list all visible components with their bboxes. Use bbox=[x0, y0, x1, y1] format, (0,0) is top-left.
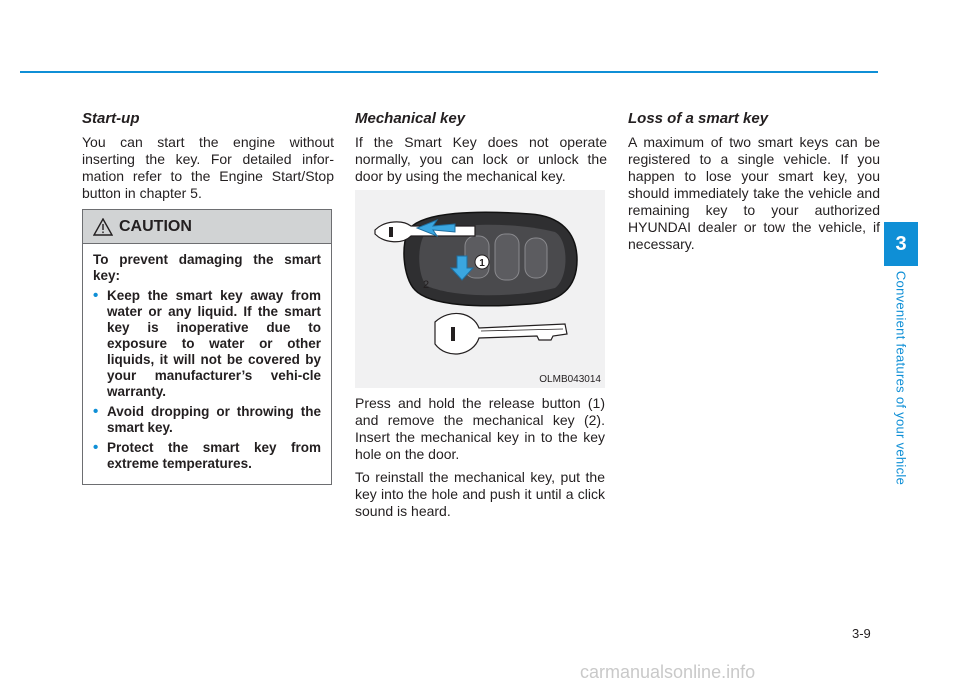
caution-item: • Protect the smart key from extreme temperatures. bbox=[93, 440, 321, 472]
callout-2: 2 bbox=[423, 279, 430, 291]
mechanical-key-title: Mechanical key bbox=[355, 110, 466, 127]
caution-list bbox=[93, 288, 321, 472]
warning-triangle-icon bbox=[93, 218, 113, 236]
startup-body: You can start the engine without inserting the key. For detailed infor-mation refer to the Engine Start/Stop button in chapter 5. bbox=[82, 134, 334, 201]
smart-key-illustration bbox=[355, 190, 605, 388]
mechanical-key-para-1: Press and hold the release button (1) and remove the mechanical key (2). Insert the mechanical key in to the key hole on the door. bbox=[355, 395, 605, 462]
header-rule bbox=[20, 71, 878, 73]
loss-title: Loss of a smart key bbox=[628, 110, 769, 127]
chapter-label: Convenient features of your vehicle bbox=[893, 270, 909, 486]
loss-body: A maximum of two smart keys can be registered to a single vehicle. If you happen to lose your smart key, you should immediately take the vehicle and remaining key to your authorized HYUNDAI dealer or tow the vehicle, if necessary. bbox=[628, 134, 880, 252]
watermark: carmanualsonline.info bbox=[580, 662, 756, 682]
mechanical-key-para-2: To reinstall the mechanical key, put the key into the hole and push it until a click sound is heard. bbox=[355, 469, 605, 519]
startup-title: Start-up bbox=[82, 110, 140, 127]
figure-code: OLMB043014 bbox=[539, 374, 601, 385]
startup-section bbox=[82, 110, 334, 208]
caution-header bbox=[83, 210, 331, 244]
loss-section bbox=[628, 110, 880, 259]
mechanical-key-intro: If the Smart Key does not operate normally, you can lock or unlock the door by using the mechanical key. bbox=[355, 134, 607, 184]
chapter-tab[interactable]: 3 bbox=[884, 222, 918, 266]
mechanical-key-figure bbox=[355, 190, 605, 388]
caution-title: CAUTION bbox=[119, 217, 192, 235]
caution-item: • Keep the smart key away from water or any liquid. If the smart key is inoperative due to exposure to water or other liquids, it will not be covered by your manufacturer’s vehi-cle warranty. bbox=[93, 288, 321, 400]
mechanical-key-section bbox=[355, 110, 607, 191]
caution-box bbox=[82, 209, 332, 485]
callout-1: 1 bbox=[479, 258, 485, 269]
page-number: 3-9 bbox=[852, 626, 871, 641]
caution-intro: To prevent damaging the smart key: bbox=[93, 252, 321, 283]
caution-body bbox=[83, 244, 331, 472]
caution-item: • Avoid dropping or throwing the smart key. bbox=[93, 404, 321, 436]
mechanical-key-instructions bbox=[355, 395, 605, 526]
